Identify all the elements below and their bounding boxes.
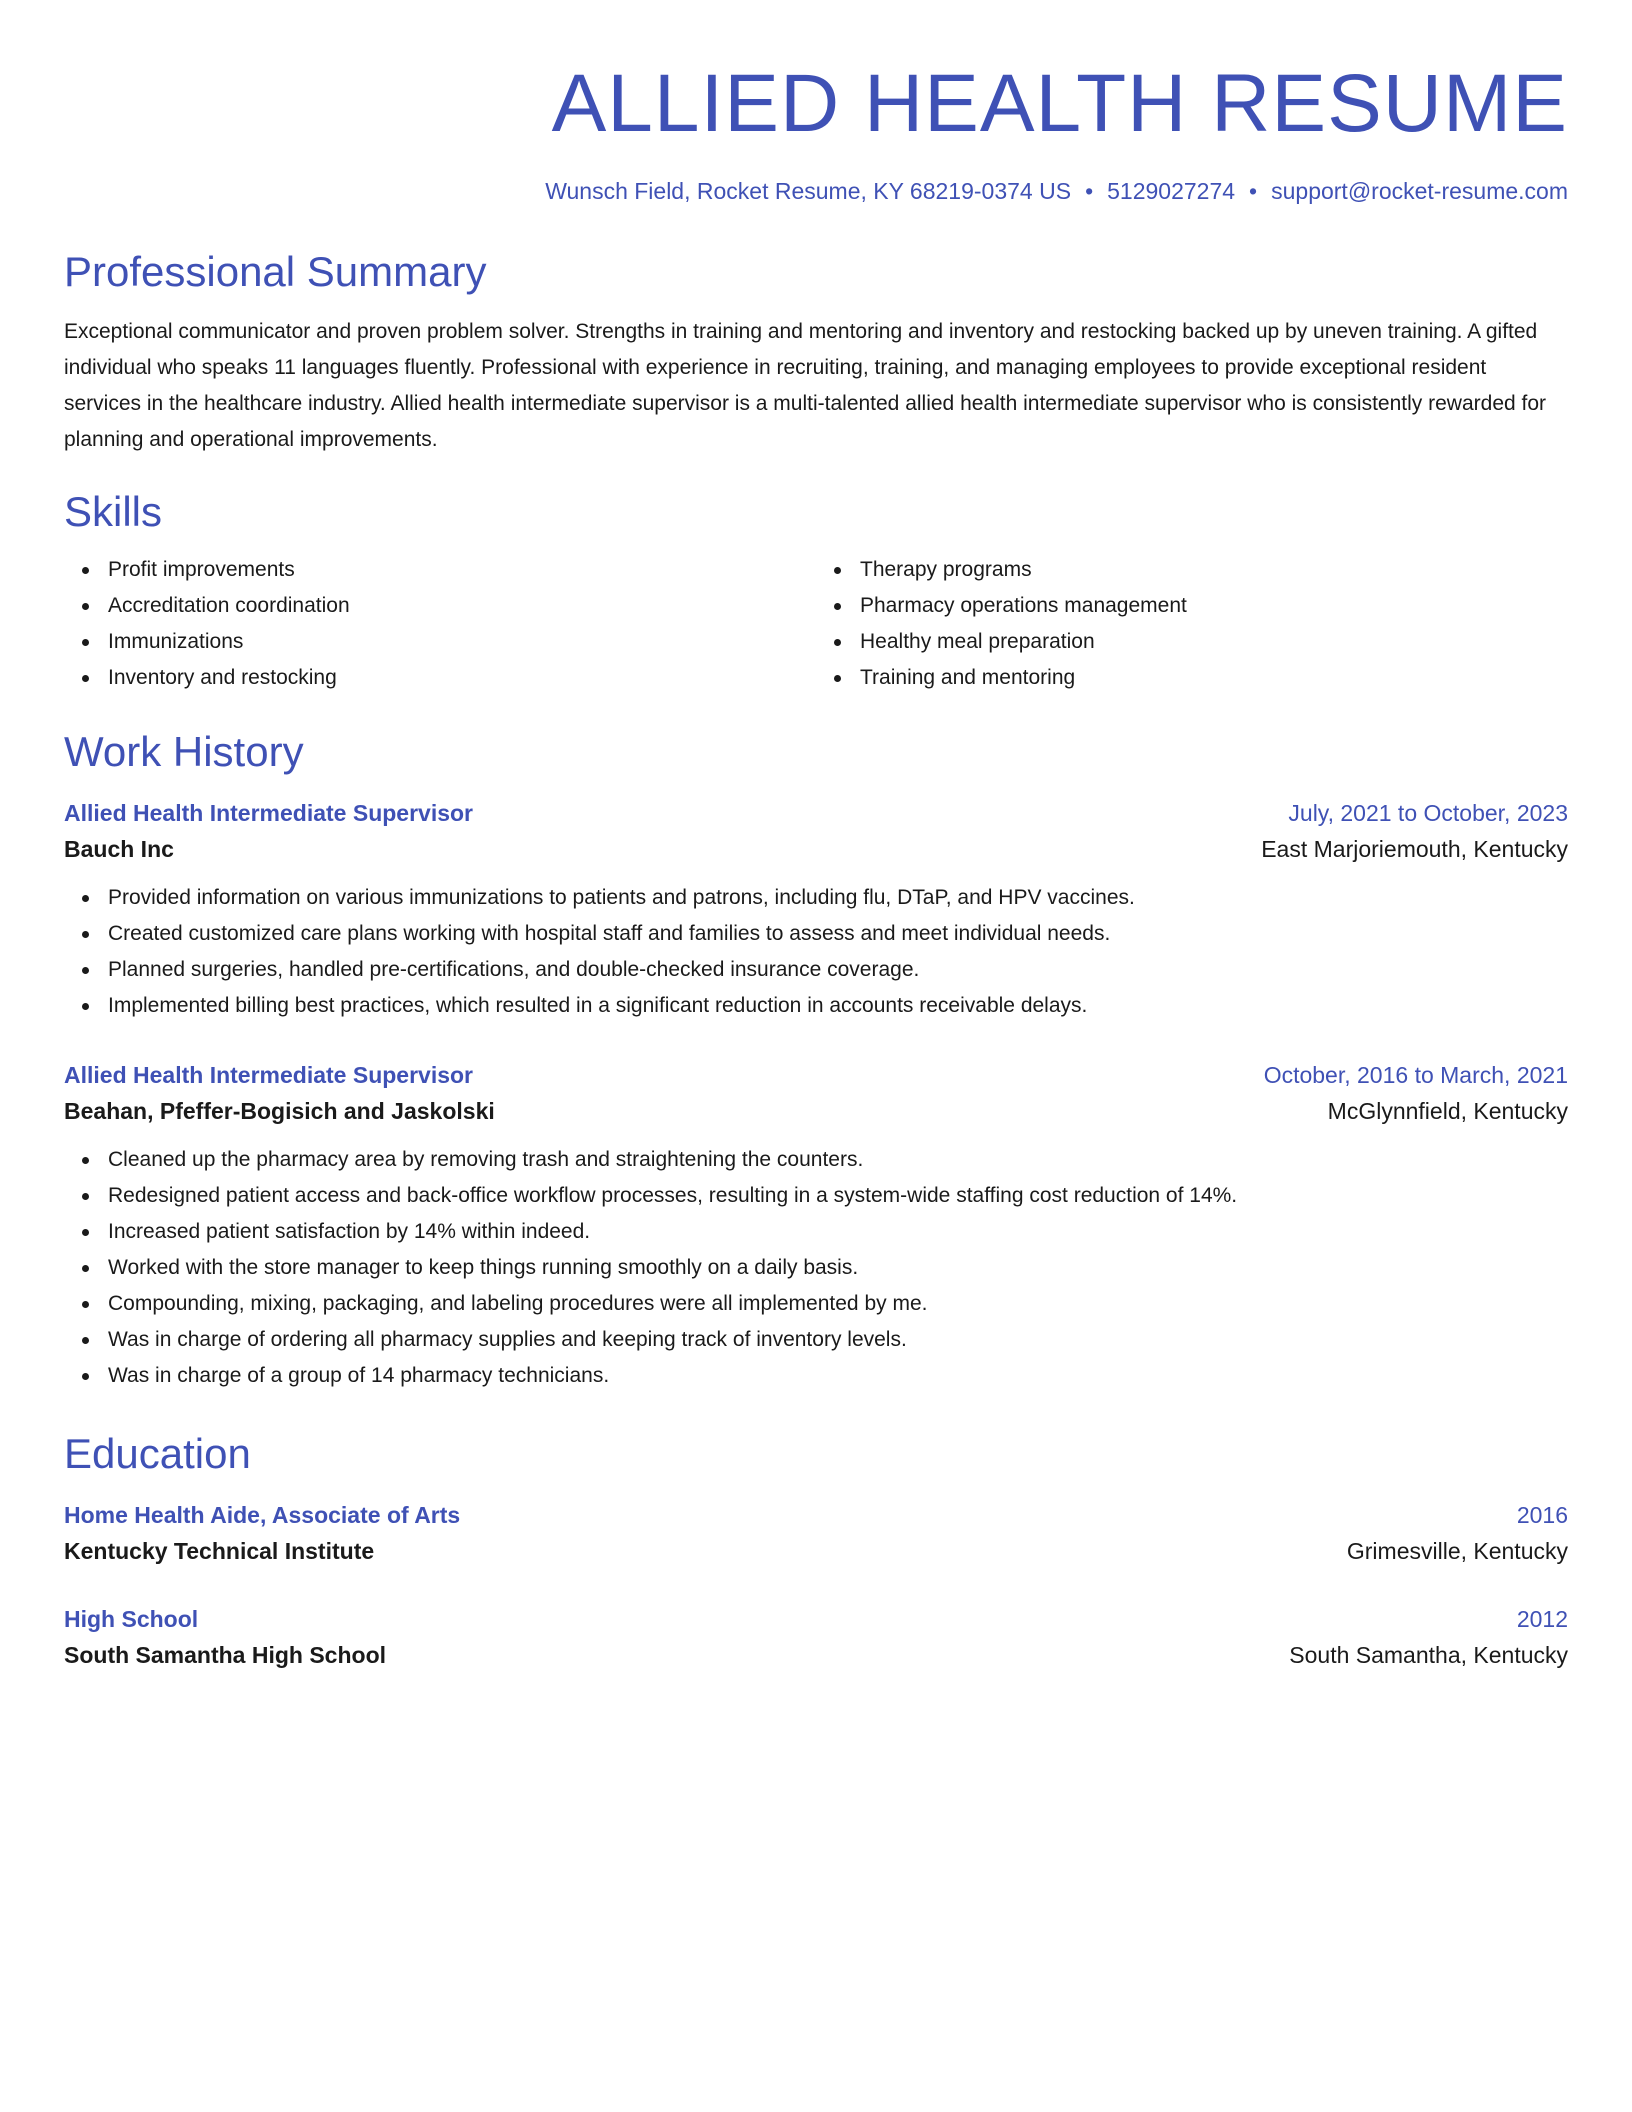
skill-item: Inventory and restocking — [108, 660, 816, 696]
job-bullet: Implemented billing best practices, which resulted in a significant reduction in accounts receivable delays. — [108, 988, 1568, 1024]
education-year: 2012 — [1516, 1606, 1568, 1632]
contact-separator: • — [1085, 178, 1094, 204]
education-location: Grimesville, Kentucky — [1346, 1538, 1568, 1564]
job-company: Bauch Inc — [64, 836, 174, 862]
job-bullet: Worked with the store manager to keep things running smoothly on a daily basis. — [108, 1250, 1568, 1286]
job-title: Allied Health Intermediate Supervisor — [64, 800, 474, 826]
contact-separator: • — [1249, 178, 1258, 204]
job-bullet: Was in charge of ordering all pharmacy supplies and keeping track of inventory levels. — [108, 1322, 1568, 1358]
education-school-row — [64, 1636, 1568, 1674]
education-entry — [64, 1602, 1568, 1674]
education-location: South Samantha, Kentucky — [1289, 1642, 1568, 1668]
education-school: Kentucky Technical Institute — [64, 1538, 375, 1564]
education-header-row — [64, 1602, 1568, 1636]
summary-heading: Professional Summary — [64, 248, 487, 295]
job-bullet: Planned surgeries, handled pre-certifications, and double-checked insurance coverage. — [108, 952, 1568, 988]
job-company-row — [64, 830, 1568, 868]
education-year: 2016 — [1516, 1502, 1568, 1528]
job-bullet: Was in charge of a group of 14 pharmacy technicians. — [108, 1358, 1568, 1394]
contact-phone: 5129027274 — [1107, 178, 1236, 204]
skills-column-left — [64, 552, 816, 696]
skill-item: Immunizations — [108, 624, 816, 660]
job-title: Allied Health Intermediate Supervisor — [64, 1062, 474, 1088]
skill-item: Profit improvements — [108, 552, 816, 588]
skill-item: Therapy programs — [860, 552, 1568, 588]
skills-heading: Skills — [64, 488, 163, 535]
job-dates: October, 2016 to March, 2021 — [1263, 1062, 1568, 1088]
work-history-heading: Work History — [64, 728, 304, 775]
job-location: East Marjoriemouth, Kentucky — [1261, 836, 1568, 862]
job-bullet: Redesigned patient access and back-office workflow processes, resulting in a system-wide staffing cost reduction of 14%. — [108, 1178, 1568, 1214]
skills-column-right — [816, 552, 1568, 696]
skill-item: Training and mentoring — [860, 660, 1568, 696]
education-degree: Home Health Aide, Associate of Arts — [64, 1502, 461, 1528]
education-school-row — [64, 1532, 1568, 1570]
resume-title: ALLIED HEALTH RESUME — [551, 58, 1568, 149]
job-dates: July, 2021 to October, 2023 — [1288, 800, 1568, 826]
job-entry — [64, 796, 1568, 1024]
job-bullet: Increased patient satisfaction by 14% within indeed. — [108, 1214, 1568, 1250]
education-school: South Samantha High School — [64, 1642, 387, 1668]
skill-item: Pharmacy operations management — [860, 588, 1568, 624]
contact-email[interactable]: support@rocket-resume.com — [1271, 178, 1568, 204]
job-bullets — [64, 1142, 1568, 1394]
job-company-row — [64, 1092, 1568, 1130]
education-heading: Education — [64, 1430, 251, 1477]
skills-grid — [64, 552, 1568, 696]
skill-item: Accreditation coordination — [108, 588, 816, 624]
education-entry — [64, 1498, 1568, 1570]
job-header-row — [64, 1058, 1568, 1092]
job-bullet: Provided information on various immunizations to patients and patrons, including flu, DTaP, and HPV vaccines. — [108, 880, 1568, 916]
job-bullets — [64, 880, 1568, 1024]
job-bullet: Cleaned up the pharmacy area by removing trash and straightening the counters. — [108, 1142, 1568, 1178]
job-header-row — [64, 796, 1568, 830]
skill-item: Healthy meal preparation — [860, 624, 1568, 660]
job-company: Beahan, Pfeffer-Bogisich and Jaskolski — [64, 1098, 495, 1124]
summary-text: Exceptional communicator and proven problem solver. Strengths in training and mentoring and inventory and restocking backed up by uneven training. A gifted individual who speaks 11 languages fluently. Professional with experience in recruiting, training, and managing employees to provide exceptional resident services in the healthcare industry. Allied health intermediate supervisor is a multi-talented allied health intermediate supervisor who is consistently rewarded for planning and operational improvements. — [64, 320, 1547, 451]
education-header-row — [64, 1498, 1568, 1532]
job-entry — [64, 1058, 1568, 1394]
job-location: McGlynnfield, Kentucky — [1327, 1098, 1568, 1124]
contact-address: Wunsch Field, Rocket Resume, KY 68219-0374 US — [545, 178, 1072, 204]
contact-line — [64, 176, 1568, 206]
education-degree: High School — [64, 1606, 199, 1632]
job-bullet: Created customized care plans working with hospital staff and families to assess and meet individual needs. — [108, 916, 1568, 952]
job-bullet: Compounding, mixing, packaging, and labeling procedures were all implemented by me. — [108, 1286, 1568, 1322]
